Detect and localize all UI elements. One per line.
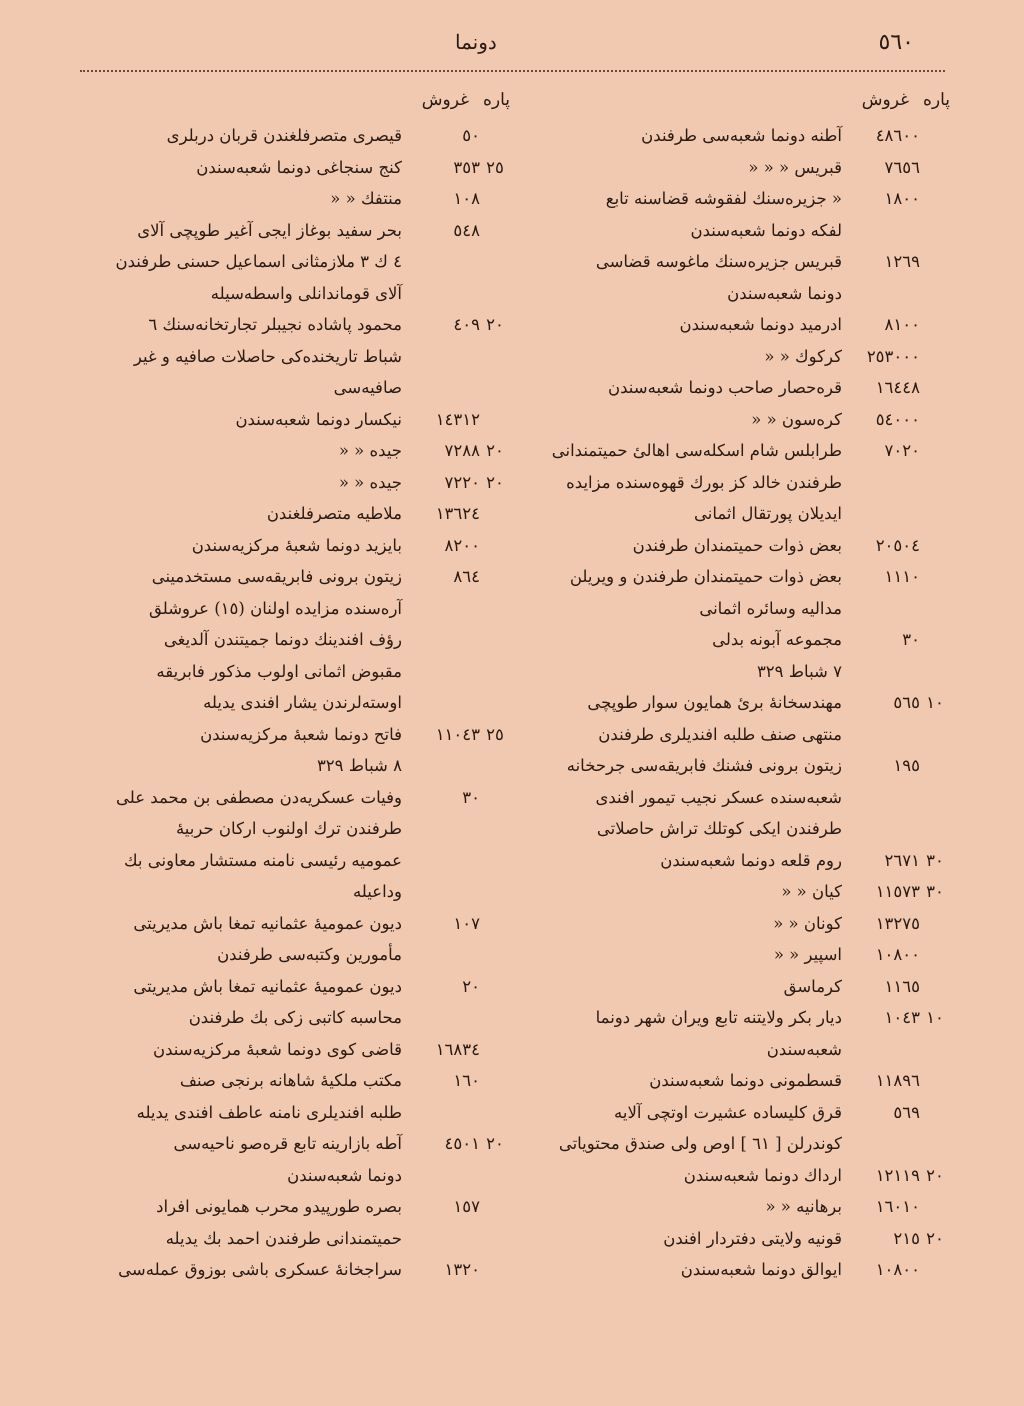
- ledger-line: [80, 278, 510, 310]
- ledger-line: [540, 152, 950, 184]
- entry-text: قونیه ولایتی دفتردار افندن: [663, 1228, 842, 1248]
- ledger-line: [540, 687, 950, 719]
- ledger-line: [540, 1034, 950, 1066]
- ledger-line: [540, 939, 950, 971]
- ledger-line: [540, 1191, 950, 1223]
- entry-text: طرفندن ایكی كوتلك تراش حاصلاتی: [596, 819, 842, 838]
- ledger-line: [80, 183, 510, 215]
- entry-text: مجموعه آبونه بدلی: [712, 630, 842, 649]
- entry-text: مأمورین وكتبه‌سی طرفندن: [217, 945, 402, 964]
- entry-text: عمومیه رئیسی نامنه مستشار معاونی بك: [124, 850, 402, 870]
- para-heading: پاره: [482, 90, 510, 110]
- entry-text: اوسته‌لرندن یشار افندی یدیله: [203, 693, 402, 712]
- kurus-amount: ٢٠٥٠٤: [875, 535, 920, 555]
- ledger-line: [80, 939, 510, 971]
- ledger-line: [540, 183, 950, 215]
- left-column: [80, 90, 510, 1286]
- para-value: ٢٠: [926, 1228, 944, 1248]
- kurus-amount: ١٣٢٠: [444, 1260, 480, 1279]
- ledger-line: [540, 372, 950, 404]
- left-column-head: [80, 90, 510, 120]
- kurus-amount: ٢٦٧١: [884, 850, 920, 870]
- kurus-amount: ١١٨٩٦: [875, 1071, 920, 1090]
- kurus-amount: ١٦٨٣٤: [435, 1039, 480, 1059]
- entry-text: كوندرلن [ ٦١ ] اوص ولی صندق محتویاتی: [558, 1134, 842, 1153]
- ledger-line: [80, 246, 510, 278]
- ledger-line: [540, 750, 950, 782]
- entry-text: دیون عمومیهٔ عثمانیه تمغا باش مدیریتی: [133, 976, 402, 996]
- ledger-line: [80, 341, 510, 373]
- entry-text: مهندسخانهٔ بریٔ همایون سوار طوپچی: [587, 693, 842, 712]
- ledger-line: [540, 1160, 950, 1192]
- entry-text: اسپیر « «: [773, 945, 842, 964]
- kurus-amount: ١١٦٥: [884, 976, 920, 996]
- ledger-line: [540, 1002, 950, 1034]
- para-value: ٢٥: [486, 157, 504, 177]
- kurus-amount: ٨١٠٠: [884, 315, 920, 334]
- kurus-amount: ١٦٤٤٨: [875, 378, 920, 397]
- kurus-amount: ١١١٠: [884, 567, 920, 586]
- kurus-amount: ٥٦٩: [893, 1102, 920, 1122]
- entry-text: برهانیه « «: [765, 1197, 842, 1216]
- entry-text: قبریس جزیره‌سنك ماغوسه قضاسی: [595, 252, 842, 271]
- entry-text: آلای قوماندانلی واسطه‌سیله: [210, 283, 402, 303]
- ledger-line: [80, 561, 510, 593]
- kurus-amount: ٥٤٨: [453, 220, 480, 240]
- entry-text: قیصری متصرفلغندن قربان دربلری: [166, 126, 402, 145]
- entry-text: جیده « «: [338, 472, 402, 492]
- ledger-line: [540, 624, 950, 656]
- ledger-line: [540, 120, 950, 152]
- entry-text: قسطمونی دونما شعبه‌سندن: [649, 1071, 842, 1090]
- entry-text: فاتح دونما شعبهٔ مركزیه‌سندن: [200, 724, 402, 744]
- page-header: [0, 30, 1024, 60]
- entry-text: كره‌سون « «: [751, 409, 842, 429]
- kurus-amount: ١٠٧: [453, 913, 480, 933]
- entry-text: شعبه‌سنده عسكر نجیب تیمور افندی: [595, 787, 842, 807]
- entry-text: كونان « «: [773, 913, 842, 933]
- ledger-line: [540, 1223, 950, 1255]
- entry-text: طرفندن ترك اولنوب اركان حربیهٔ: [175, 819, 402, 838]
- kurus-amount: ١٢٦٩: [884, 252, 920, 271]
- ledger-line: [540, 813, 950, 845]
- entry-text: ایدیلان پورتقال اثمانی: [693, 504, 842, 523]
- kurus-amount: ٨٦٤: [453, 567, 480, 586]
- kurus-heading: غروش: [421, 90, 469, 110]
- ledger-line: [80, 1002, 510, 1034]
- ledger-line: [540, 309, 950, 341]
- ledger-line: [80, 750, 510, 782]
- ledger-line: [540, 561, 950, 593]
- entry-text: كرماسق: [783, 976, 842, 996]
- ledger-line: [540, 341, 950, 373]
- ledger-line: [80, 1034, 510, 1066]
- ledger-line: [80, 404, 510, 436]
- ledger-line: [540, 498, 950, 530]
- ledger-line: [80, 498, 510, 530]
- ledger-line: [540, 246, 950, 278]
- kurus-amount: ٥٦٥: [893, 693, 920, 712]
- kurus-amount: ١٠٤٣: [884, 1008, 920, 1027]
- entry-text: كیان « «: [781, 882, 842, 901]
- entry-text: دونما شعبه‌سندن: [287, 1165, 402, 1185]
- entry-text: دیون عمومیهٔ عثمانیه تمغا باش مدیریتی: [133, 913, 402, 933]
- entry-text: شعبه‌سندن: [766, 1039, 842, 1059]
- ledger-line: [80, 687, 510, 719]
- entry-text: طلبه افندیلری نامنه عاطف افندی یدیله: [136, 1102, 402, 1122]
- entry-text: رؤف افندینك دونما جمیتندن آلدیغی: [163, 630, 402, 649]
- para-value: ٢٥: [486, 724, 504, 744]
- ledger-line: [540, 404, 950, 436]
- kurus-amount: ٣٠: [462, 787, 480, 807]
- entry-text: زیتون برونی فشنك فابریقه‌سی جرحخانه: [566, 756, 842, 775]
- entry-text: ٧ شباط ٣٢٩: [756, 661, 842, 681]
- ledger-line: [540, 876, 950, 908]
- entry-text: آره‌سنده مزایده اولنان (١٥) عروشلق: [149, 598, 402, 618]
- kurus-amount: ٧٢٨٨: [444, 441, 480, 460]
- ledger-line: [80, 467, 510, 499]
- para-value: ١٠: [926, 1008, 944, 1027]
- entry-text: مدالیه وسائره اثمانی: [699, 598, 842, 618]
- running-title: دونما: [455, 30, 497, 54]
- para-value: ٢٠: [486, 1134, 504, 1153]
- ledger-line: [540, 782, 950, 814]
- kurus-amount: ٢٥٣٠٠٠: [866, 346, 920, 366]
- entry-text: جیده « «: [338, 441, 402, 460]
- entry-text: صافیه‌سی: [333, 378, 402, 397]
- entry-text: ٨ شباط ٣٢٩: [316, 756, 402, 775]
- ledger-line: [80, 971, 510, 1003]
- ledger-line: [80, 1223, 510, 1255]
- ledger-line: [80, 120, 510, 152]
- ledger-line: [540, 971, 950, 1003]
- ledger-line: [80, 372, 510, 404]
- ledger-line: [540, 845, 950, 877]
- entry-text: وفیات عسكریه‌دن مصطفی بن محمد علی: [116, 787, 402, 807]
- ledger-line: [80, 1191, 510, 1223]
- ledger-line: [540, 278, 950, 310]
- ledger-line: [80, 876, 510, 908]
- kurus-amount: ٥٤٠٠٠: [875, 409, 920, 429]
- entry-text: لفكه دونما شعبه‌سندن: [690, 220, 842, 240]
- entry-text: دیار بكر ولایتنه تابع ویران شهر دونما: [595, 1008, 842, 1027]
- entry-text: قاضی كوی دونما شعبهٔ مركزیه‌سندن: [153, 1039, 402, 1059]
- kurus-amount: ١٣٦٢٤: [435, 504, 480, 523]
- entry-text: روم قلعه دونما شعبه‌سندن: [660, 850, 842, 870]
- kurus-amount: ١١٠٤٣: [435, 724, 480, 744]
- kurus-amount: ١٨٠٠: [884, 189, 920, 208]
- right-column: [540, 90, 950, 1286]
- entry-text: طرفندن خالد كز بورك قهوه‌سنده مزایده: [566, 472, 842, 492]
- entry-text: منتهی صنف طلبه افندیلری طرفندن: [598, 724, 842, 744]
- para-value: ٢٠: [486, 315, 504, 334]
- entry-text: قره‌حصار صاحب دونما شعبه‌سندن: [608, 378, 842, 397]
- kurus-amount: ١٦٠: [453, 1071, 480, 1090]
- ledger-line: [540, 530, 950, 562]
- entry-text: كركوك « «: [764, 346, 842, 366]
- ledger-line: [80, 782, 510, 814]
- para-value: ٢٠: [486, 441, 504, 460]
- ledger-line: [540, 467, 950, 499]
- kurus-amount: ٥٠: [462, 126, 480, 145]
- kurus-heading: غروش: [861, 90, 909, 110]
- entry-text: سراجخانهٔ عسكری باشی بوزوق عمله‌سی: [118, 1260, 402, 1279]
- entry-text: قبریس « « «: [748, 157, 842, 177]
- ledger-line: [540, 656, 950, 688]
- kurus-amount: ١٠٨٠٠: [875, 1260, 920, 1279]
- ledger-line: [80, 1128, 510, 1160]
- kurus-amount: ١٤٣١٢: [435, 409, 480, 429]
- ledger-line: [80, 435, 510, 467]
- ledger-line: [540, 435, 950, 467]
- page-number: ٥٦٠: [878, 30, 914, 55]
- kurus-amount: ٧٢٢٠: [444, 472, 480, 492]
- entry-text: مكتب ملكیهٔ شاهانه برنجی صنف: [179, 1071, 402, 1090]
- entry-text: وداعیله: [352, 882, 402, 901]
- entry-text: بعض ذوات حمیتمندان طرفندن و ویریلن: [569, 567, 842, 586]
- ledger-line: [540, 908, 950, 940]
- ledger-line: [80, 813, 510, 845]
- kurus-amount: ٢١٥: [893, 1228, 920, 1248]
- entry-text: زیتون برونی فابریقه‌سی مستخدمینی: [151, 567, 402, 586]
- para-value: ٣٠: [926, 850, 944, 870]
- entry-text: نیكسار دونما شعبه‌سندن: [235, 409, 402, 429]
- entry-text: محمود پاشاده نجیبلر تجارتخانه‌سنك ٦: [148, 315, 402, 334]
- kurus-amount: ٢٠: [462, 976, 480, 996]
- entry-text: دونما شعبه‌سندن: [727, 283, 842, 303]
- kurus-amount: ١٢١١٩: [875, 1165, 920, 1185]
- entry-text: بعض ذوات حمیتمندان طرفندن: [632, 535, 842, 555]
- ledger-line: [540, 1254, 950, 1286]
- right-column-head: [540, 90, 950, 120]
- entry-text: آطنه دونما شعبه‌سی طرفندن: [641, 126, 842, 145]
- ledger-line: [80, 215, 510, 247]
- ledger-line: [80, 1160, 510, 1192]
- entry-text: مقبوض اثمانی اولوب مذكور فابریقه: [156, 661, 402, 681]
- kurus-amount: ٤٥٠١: [444, 1134, 480, 1153]
- ledger-line: [80, 845, 510, 877]
- ledger-line: [540, 1065, 950, 1097]
- entry-text: حمیتمندانی طرفندن احمد بك یدیله: [165, 1228, 402, 1248]
- entry-text: كنج سنجاغی دونما شعبه‌سندن: [196, 157, 402, 177]
- kurus-amount: ١٠٨: [453, 189, 480, 208]
- para-value: ١٠: [926, 693, 944, 712]
- entry-text: ادرمید دونما شعبه‌سندن: [679, 315, 842, 334]
- kurus-amount: ٧٦٥٦: [884, 157, 920, 177]
- entry-text: بصره طورپیدو محرب همایونی افراد: [156, 1197, 402, 1216]
- kurus-amount: ٣٠: [902, 630, 920, 649]
- entry-text: بایزید دونما شعبهٔ مركزیه‌سندن: [191, 535, 402, 555]
- entry-text: ایوالق دونما شعبه‌سندن: [680, 1260, 842, 1279]
- para-value: ٣٠: [926, 882, 944, 901]
- entry-text: منتفك « «: [330, 189, 402, 208]
- para-heading: پاره: [922, 90, 950, 110]
- ledger-line: [80, 530, 510, 562]
- ledger-line: [80, 908, 510, 940]
- entry-text: ملاطیه متصرفلغندن: [266, 504, 402, 523]
- entry-text: طرابلس شام اسكله‌سی اهالیٔ حمیتمندانی: [551, 441, 842, 460]
- ledger-line: [80, 624, 510, 656]
- ledger-line: [540, 1097, 950, 1129]
- kurus-amount: ٣٥٣: [453, 157, 480, 177]
- kurus-amount: ٧٠٢٠: [884, 441, 920, 460]
- entry-text: ٤ ك ٣ ملازمثانی اسماعیل حسنی طرفندن: [115, 252, 402, 271]
- entry-text: بحر سفید بوغاز ایجی آغیر طوپچی آلای: [137, 220, 402, 240]
- para-value: ٢٠: [926, 1165, 944, 1185]
- kurus-amount: ٨٢٠٠: [444, 535, 480, 555]
- entry-text: محاسبه كاتبی زكی بك طرفندن: [188, 1008, 402, 1027]
- ledger-line: [80, 152, 510, 184]
- ledger-line: [540, 719, 950, 751]
- header-divider: [80, 70, 945, 75]
- kurus-amount: ١٥٧: [453, 1197, 480, 1216]
- entry-text: ارداك دونما شعبه‌سندن: [683, 1165, 842, 1185]
- entry-text: « جزیره‌سنك لفقوشه قضاسنه تابع: [605, 189, 842, 208]
- kurus-amount: ١٦٠١٠: [875, 1197, 920, 1216]
- kurus-amount: ١٣٢٧٥: [875, 913, 920, 933]
- entry-text: قرق كلیساده عشیرت اوتچی آلایه: [614, 1102, 842, 1122]
- ledger-line: [540, 593, 950, 625]
- ledger-line: [80, 719, 510, 751]
- kurus-amount: ١٩٥: [893, 756, 920, 775]
- entry-text: شباط تاریخنده‌كی حاصلات صافیه و غیر: [133, 346, 402, 366]
- ledger-line: [80, 1065, 510, 1097]
- kurus-amount: ٤٨٦٠٠: [875, 126, 920, 145]
- ledger-line: [80, 593, 510, 625]
- kurus-amount: ١١٥٧٣: [875, 882, 920, 901]
- kurus-amount: ٤٠٩: [453, 315, 480, 334]
- ledger-line: [540, 1128, 950, 1160]
- ledger-line: [80, 656, 510, 688]
- ledger-line: [80, 309, 510, 341]
- entry-text: آطه بازارینه تابع قره‌صو ناحیه‌سی: [173, 1134, 402, 1153]
- kurus-amount: ١٠٨٠٠: [875, 945, 920, 964]
- para-value: ٢٠: [486, 472, 504, 492]
- ledger-line: [540, 215, 950, 247]
- ledger-line: [80, 1097, 510, 1129]
- ledger-line: [80, 1254, 510, 1286]
